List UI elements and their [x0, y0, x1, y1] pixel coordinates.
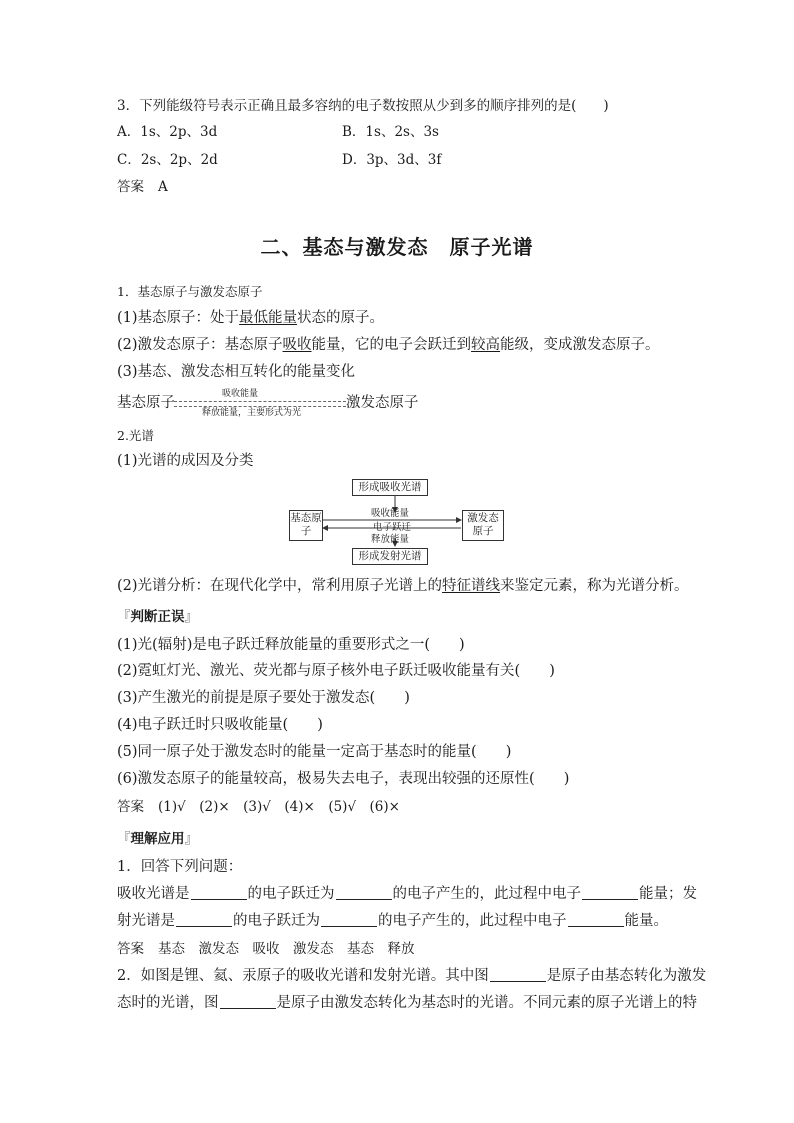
- tag-label: 判断正误: [130, 609, 185, 625]
- conversion-arrow-forward: [174, 401, 346, 402]
- judge-item: (3)产生激光的前提是原子要处于激发态( ): [117, 690, 410, 706]
- text: 态时的光谱，图: [117, 995, 219, 1011]
- text: 吸收光谱是: [117, 886, 190, 902]
- judge-item: (2)霓虹灯光、激光、荧光都与原子核外电子跃迁吸收能量有关( ): [117, 663, 555, 679]
- conversion-left: 基态原子: [117, 395, 175, 411]
- apply-q1-line-2: [117, 912, 668, 930]
- q3-option-a: A．1s、2p、3d: [117, 124, 218, 140]
- apply-q1-answer: [117, 940, 415, 958]
- text: (2)光谱分析：在现代化学中，常利用原子光谱上的: [117, 578, 443, 594]
- tag-label: 理解应用: [130, 831, 185, 847]
- s1-line-2: [117, 336, 660, 354]
- fill-blank[interactable]: [191, 885, 247, 900]
- text: (2)激发态原子：基态原子: [117, 337, 283, 353]
- text: 能量，它的电子会跃迁到: [311, 337, 472, 353]
- answer-value: A: [158, 179, 168, 195]
- s1-line-1: [117, 309, 384, 327]
- judge-answer: [117, 798, 400, 816]
- text: 2．如图是锂、氦、汞原子的吸收光谱和发射光谱。其中图: [117, 968, 489, 984]
- apply-q1-line-1: [117, 885, 697, 903]
- diagram-absorb-label: 吸收能量: [371, 508, 410, 519]
- q3-option-d: D．3p、3d、3f: [342, 152, 442, 168]
- conversion-bottom-label: 释放能量，主要形式为光: [202, 408, 302, 418]
- answer-label: 答案: [117, 179, 144, 195]
- text: 来鉴定元素，称为光谱分析。: [500, 578, 689, 594]
- emission-spectrum-box: 形成发射光谱: [352, 548, 428, 565]
- text: 是原子由基态转化为激发: [546, 968, 707, 984]
- fill-blank[interactable]: [582, 885, 638, 900]
- underlined-term: 最低能量: [239, 310, 298, 326]
- q3-answer: [117, 178, 168, 196]
- s1-line-3: (3)基态、激发态相互转化的能量变化: [117, 364, 356, 380]
- section-title: 二、基态与激发态 原子光谱: [260, 235, 534, 259]
- text: 的电子跃迁为: [233, 913, 320, 929]
- fill-blank[interactable]: [321, 912, 377, 927]
- apply-q1-stem: 1．回答下列问题：: [117, 859, 243, 875]
- judge-tag: [117, 605, 198, 625]
- excited-state-box: 激发态原子: [462, 510, 504, 541]
- s2-line-2: [117, 577, 689, 595]
- text: 的电子产生的，此过程中电子: [378, 913, 567, 929]
- text: 状态的原子。: [297, 310, 385, 326]
- text: 的电子跃迁为: [247, 886, 335, 902]
- text: (1)基态原子：处于: [117, 310, 240, 326]
- s1-heading: 1．基态原子与激发态原子: [117, 284, 263, 299]
- answer-value: 基态 激发态 吸收 激发态 基态 释放: [158, 941, 415, 957]
- conversion-top-label: 吸收能量: [222, 389, 259, 399]
- text: 是原子由激发态转化为基态时的光谱。不同元素的原子光谱上的特: [276, 995, 697, 1011]
- ground-state-box: 基态原子: [289, 510, 323, 541]
- bracket-close: 』: [184, 831, 198, 847]
- absorption-spectrum-box: 形成吸收光谱: [352, 479, 428, 496]
- bracket-open: 『: [117, 831, 131, 847]
- apply-tag: [117, 827, 198, 847]
- apply-q2-line-1: [117, 967, 706, 985]
- conversion-right: 激发态原子: [346, 395, 419, 411]
- fill-blank[interactable]: [336, 885, 392, 900]
- apply-q2-line-2: [117, 994, 697, 1012]
- text: 的电子产生的，此过程中电子: [392, 886, 581, 902]
- q3-option-c: C．2s、2p、2d: [117, 152, 218, 168]
- s2-line-1: (1)光谱的成因及分类: [117, 453, 254, 469]
- answer-value: (1)√ (2)× (3)√ (4)× (5)√ (6)×: [158, 799, 400, 815]
- bracket-open: 『: [117, 609, 131, 625]
- text: 射光谱是: [117, 913, 175, 929]
- diagram-transition-label: 电子跃迁: [373, 522, 412, 533]
- judge-item: (1)光(辐射)是电子跃迁释放能量的重要形式之一( ): [117, 637, 465, 653]
- underlined-term: 吸收: [282, 337, 312, 353]
- bracket-close: 』: [184, 609, 198, 625]
- q3-option-b: B．1s、2s、3s: [342, 124, 439, 140]
- judge-item: (5)同一原子处于激发态时的能量一定高于基态时的能量( ): [117, 744, 512, 760]
- conversion-arrow-back: [174, 406, 346, 407]
- text: 能量；发: [639, 886, 697, 902]
- diagram-release-label: 释放能量: [371, 534, 410, 545]
- text: 能量。: [624, 913, 668, 929]
- fill-blank[interactable]: [490, 967, 546, 982]
- answer-label: 答案: [117, 799, 144, 815]
- s2-heading: 2.光谱: [117, 428, 154, 443]
- underlined-term: 较高: [471, 337, 501, 353]
- judge-item: (4)电子跃迁时只吸收能量( ): [117, 717, 323, 733]
- answer-label: 答案: [117, 941, 144, 957]
- underlined-term: 特征谱线: [442, 578, 501, 594]
- q3-stem: 3．下列能级符号表示正确且最多容纳的电子数按照从少到多的顺序排列的是( ): [117, 98, 609, 114]
- fill-blank[interactable]: [220, 994, 276, 1009]
- text: 能级，变成激发态原子。: [500, 337, 660, 353]
- judge-item: (6)激发态原子的能量较高，极易失去电子，表现出较强的还原性( ): [117, 771, 570, 787]
- fill-blank[interactable]: [176, 912, 232, 927]
- fill-blank[interactable]: [568, 912, 624, 927]
